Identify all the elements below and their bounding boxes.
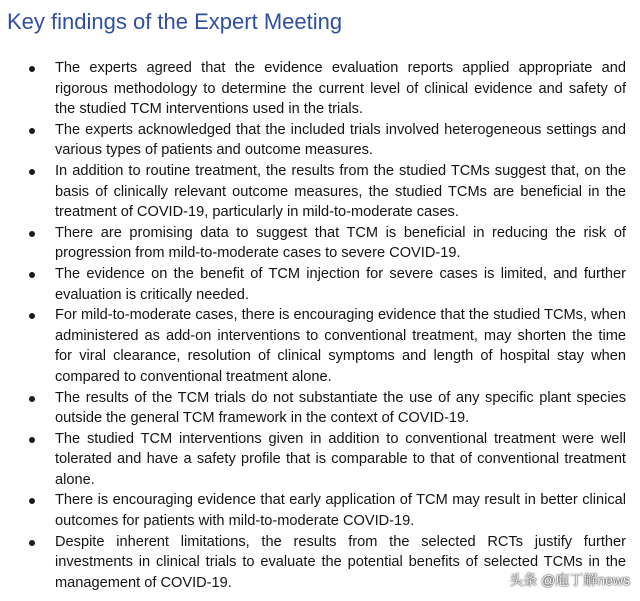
finding-item (0, 58, 640, 120)
bullet-icon (29, 437, 35, 443)
finding-item (0, 490, 640, 531)
finding-text: The experts acknowledged that the included trials involved heterogeneous settings and various types of patients and outcome measures. (55, 121, 626, 159)
bullet-icon (29, 128, 35, 134)
document-title: Key findings of the Expert Meeting (7, 9, 343, 34)
finding-text: There is encouraging evidence that early application of TCM may result in better clinical outcomes for patients with mild-to-moderate COVID-19. (55, 492, 626, 530)
finding-text: There are promising data to suggest that TCM is beneficial in reducing the risk of progression from mild-to-moderate cases to severe COVID-19. (55, 224, 626, 262)
bullet-icon (29, 169, 35, 175)
key-findings-list (0, 58, 640, 593)
finding-item (0, 120, 640, 161)
bullet-icon (29, 396, 35, 402)
bullet-icon (29, 498, 35, 504)
finding-text: The evidence on the benefit of TCM injection for severe cases is limited, and further evaluation is critically needed. (55, 265, 626, 303)
finding-item (0, 305, 640, 387)
finding-text: The results of the TCM trials do not substantiate the use of any specific plant species outside the general TCM framework in the context of COVID-19. (55, 389, 626, 427)
bullet-icon (29, 540, 35, 546)
bullet-icon (29, 66, 35, 72)
bullet-icon (29, 272, 35, 278)
watermark-text: 头条 @庖丁解news (509, 572, 630, 588)
finding-item (0, 161, 640, 223)
finding-text: The experts agreed that the evidence evaluation reports applied appropriate and rigorous methodology to determine the current level of clinical evidence and safety of the studied TCM interventions used in the trials. (55, 60, 626, 118)
bullet-icon (29, 313, 35, 319)
finding-text: For mild-to-moderate cases, there is encouraging evidence that the studied TCMs, when administered as add-on interventions to conventional treatment, may shorten the time for viral clearance, resolution of clinical symptoms and length of hospital stay when compared to conventional treatment alone. (55, 307, 626, 385)
bullet-icon (29, 231, 35, 237)
source-watermark (509, 571, 630, 589)
finding-text: Despite inherent limitations, the results from the selected RCTs justify further investments in clinical trials to evaluate the potential benefits of selected TCMs in the management of COVID-19. (55, 533, 626, 591)
finding-item (0, 429, 640, 491)
finding-text: In addition to routine treatment, the results from the studied TCMs suggest that, on the basis of clinically relevant outcome measures, the studied TCMs are beneficial in the treatment of COVID-19, particularly in mild-to-moderate cases. (55, 162, 626, 221)
finding-item (0, 223, 640, 264)
finding-text: The studied TCM interventions given in addition to conventional treatment were well tolerated and have a safety profile that is comparable to that of conventional treatment alone. (55, 430, 626, 488)
finding-item (0, 264, 640, 305)
finding-item (0, 388, 640, 429)
